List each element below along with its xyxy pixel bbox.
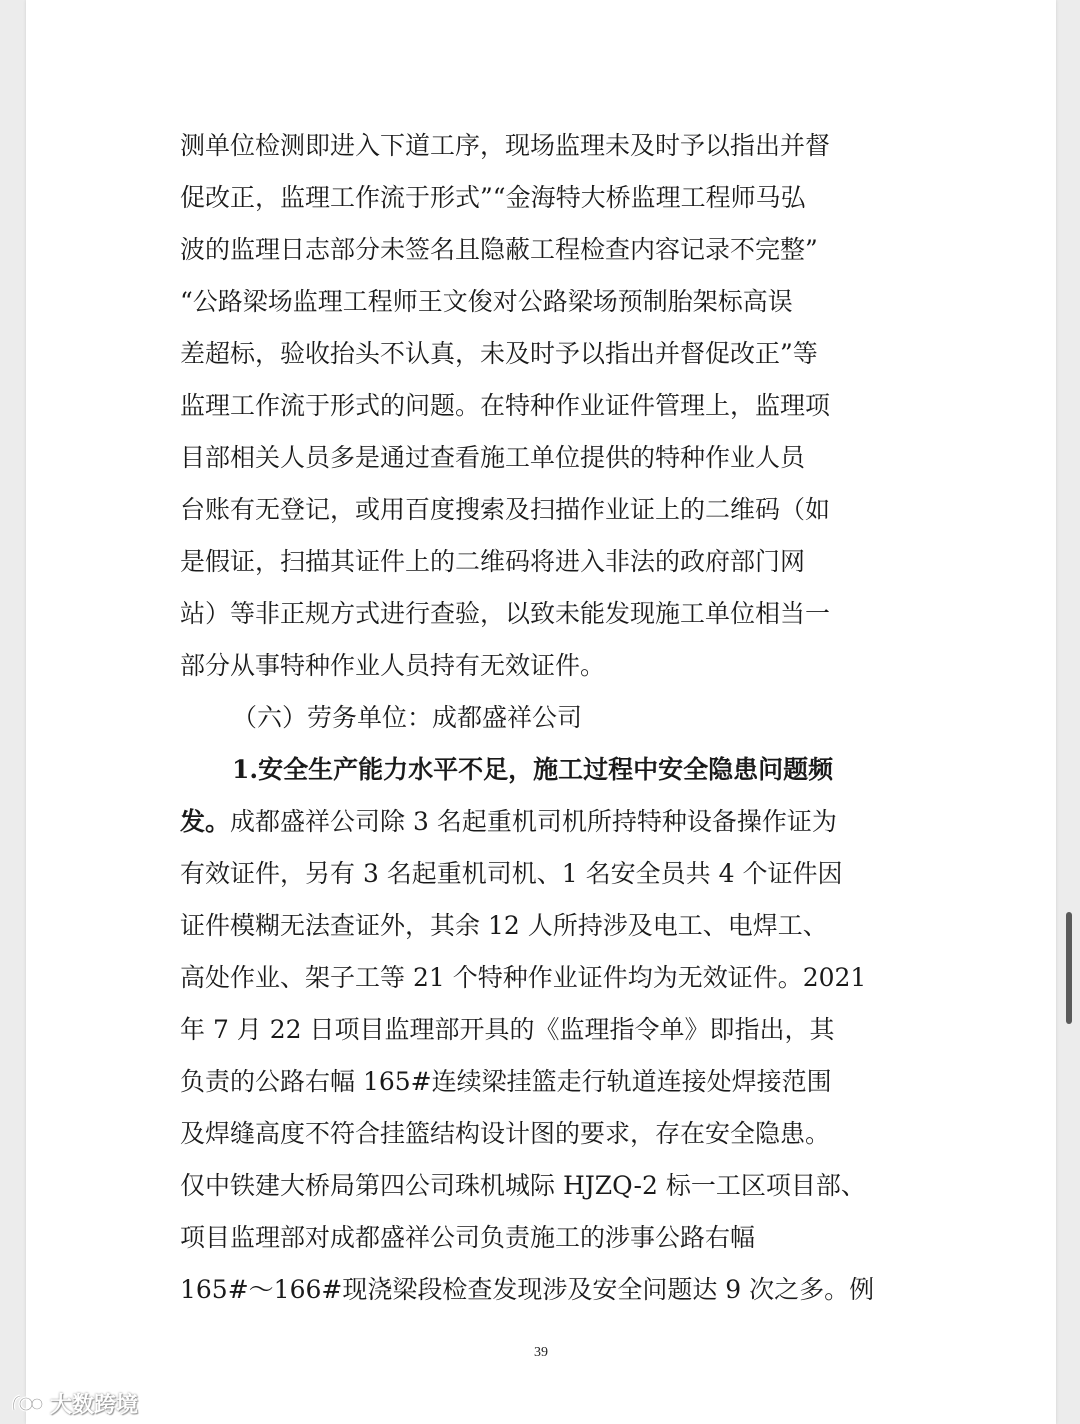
text-line: 高处作业、架子工等 21 个特种作业证件均为无效证件。2021 [180, 963, 867, 992]
text-line: 波的监理日志部分未签名且隐蔽工程检查内容记录不完整” [180, 235, 818, 264]
text-line: 仅中铁建大桥局第四公司珠机城际 HJZQ-2 标一工区项目部、 [180, 1171, 866, 1200]
text-line: 是假证，扫描其证件上的二维码将进入非法的政府部门网 [180, 547, 806, 576]
watermark-logo-icon [10, 1390, 44, 1416]
text-line-rest: 成都盛祥公司除 3 名起重机司机所持特种设备操作证为 [230, 807, 837, 836]
page-number: 39 [534, 1345, 548, 1360]
text-line: 站）等非正规方式进行查验，以致未能发现施工单位相当一 [180, 599, 831, 628]
watermark-text: 大数跨境 [50, 1392, 139, 1418]
text-line: 165#～166#现浇梁段检查发现涉及安全问题达 9 次之多。例 [180, 1275, 875, 1304]
subheading: 1.安全生产能力水平不足，施工过程中安全隐患问题频 [232, 755, 834, 784]
text-line: 台账有无登记，或用百度搜索及扫描作业证上的二维码（如 [180, 495, 831, 524]
text-line [180, 796, 900, 848]
text-line: 负责的公路右幅 165#连续梁挂篮走行轨道连接处焊接范围 [180, 1067, 832, 1096]
scrollbar-thumb[interactable] [1066, 912, 1072, 1024]
text-line: 证件模糊无法查证外，其余 12 人所持涉及电工、电焊工、 [180, 911, 828, 940]
subheading-end: 发。 [180, 807, 231, 836]
watermark [10, 1386, 138, 1420]
document-page [26, 0, 1056, 1424]
text-line: 及焊缝高度不符合挂篮结构设计图的要求，存在安全隐患。 [180, 1119, 831, 1148]
section-heading: （六）劳务单位：成都盛祥公司 [232, 703, 583, 732]
text-line: 监理工作流于形式的问题。在特种作业证件管理上，监理项 [180, 391, 831, 420]
text-line: 目部相关人员多是通过查看施工单位提供的特种作业人员 [180, 443, 806, 472]
text-line: “公路梁场监理工程师王文俊对公路梁场预制胎架标高误 [180, 287, 793, 316]
text-line: 部分从事特种作业人员持有无效证件。 [180, 651, 606, 680]
text-line: 有效证件，另有 3 名起重机司机、1 名安全员共 4 个证件因 [180, 859, 843, 888]
text-line: 差超标，验收抬头不认真，未及时予以指出并督促改正”等 [180, 339, 818, 368]
text-line: 测单位检测即进入下道工序，现场监理未及时予以指出并督 [180, 131, 831, 160]
text-line: 年 7 月 22 日项目监理部开具的《监理指令单》即指出，其 [180, 1015, 835, 1044]
text-line: 项目监理部对成都盛祥公司负责施工的涉事公路右幅 [180, 1223, 756, 1252]
page-body [180, 120, 900, 1316]
text-line: 促改正，监理工作流于形式”“金海特大桥监理工程师马弘 [180, 183, 806, 212]
